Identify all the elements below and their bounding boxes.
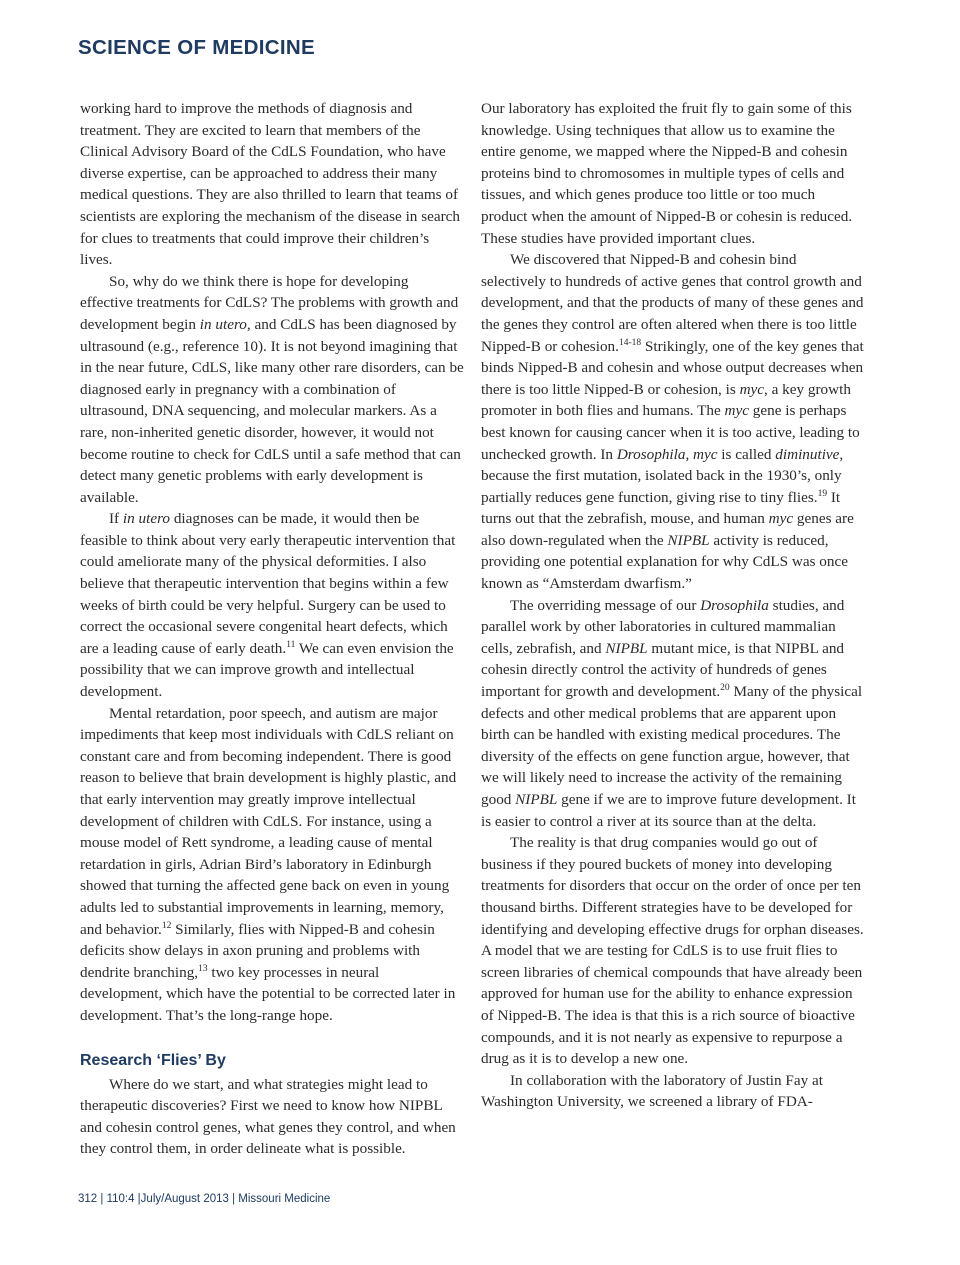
citation-ref: 11 xyxy=(286,639,296,650)
citation-ref: 13 xyxy=(198,963,208,974)
left-column xyxy=(80,98,464,1160)
paragraph: Our laboratory has exploited the fruit fly to gain some of this knowledge. Using techniques that allow us to examine the entire genome, we mapped where the Nipped-B and cohesin proteins bind to chromosomes in multiple types of cells and tissues, and which genes produce too little or too much product when the amount of Nipped-B or cohesin is reduced. These studies have provided important clues. xyxy=(481,100,853,247)
paragraph: The overriding message of our Drosophila studies, and parallel work by other laboratories in cultured mammalian cells, zebrafish, and NIPBL mutant mice, is that NIPBL and cohesin directly control the activity of hundreds of genes important for growth and development.$^{20}$ Many of the physical defects and other medical problems that are apparent upon birth can be handled with existing medical procedures. The diversity of the effects on gene function argue, however, that we will likely need to increase the activity of the remaining good NIPBL gene if we are to improve future development. It is easier to control a river at its source than at the delta. xyxy=(481,596,863,830)
right-column xyxy=(481,98,865,1113)
citation-ref: 12 xyxy=(161,920,172,931)
citation-ref: 14-18 xyxy=(618,337,642,348)
section-heading: Research ‘Flies’ By xyxy=(80,1051,226,1069)
paragraph: So, why do we think there is hope for developing effective treatments for CdLS? The problems with growth and development begin in utero, and CdLS has been diagnosed by ultrasound (e.g., reference 10). It is not beyond imagining that in the near future, CdLS, like many other rare disorders, can be diagnosed early in pregnancy with a combination of ultrasound, DNA sequencing, and molecular markers. As a rare, non-inherited genetic disorder, however, it would not become routine to check for CdLS until a safe method that can detect many genetic problems with early development is available. xyxy=(80,272,464,506)
paragraph: The reality is that drug companies would go out of business if they poured buckets of money into developing treatments for disorders that occur on the order of once per ten thousand births. Different strategies have to be developed for identifying and developing effective drugs for orphan diseases. A model that we are testing for CdLS is to use fruit flies to screen libraries of chemical compounds that have already been approved for human use for the ability to enhance expression of Nipped-B. The idea is that this is a rich source of bioactive compounds, and it is not nearly as expensive to repurpose a drug as it is to develop a new one. xyxy=(481,834,864,1068)
paragraph: In collaboration with the laboratory of Justin Fay at Washington University, we screened a library of FDA- xyxy=(481,1071,823,1111)
paragraph: We discovered that Nipped-B and cohesin bind selectively to hundreds of active genes that control growth and development, and that the products of many of these genes and the genes they control are often altered when there is too little Nipped-B or cohesion.$^{14-18}$ Strikingly, one of the key genes that binds Nipped-B and cohesin and whose output decreases when there is too little Nipped-B or cohesion, is myc, a key growth promoter in both flies and humans. The myc gene is perhaps best known for causing cancer when it is too active, leading to unchecked growth. In Drosophila, myc is called diminutive, because the first mutation, isolated back in the 1930’s, only partially reduces gene function, giving rise to tiny flies.$^{19}$ It turns out that the zebrafish, mouse, and human myc genes are also down-regulated when the NIPBL activity is reduced, providing one potential explanation for why CdLS was once known as “Amsterdam dwarfism.” xyxy=(481,251,864,593)
citation-ref: 19 xyxy=(817,488,828,499)
paragraph: Mental retardation, poor speech, and autism are major impediments that keep most individuals with CdLS reliant on constant care and from becoming independent. There is good reason to believe that brain development is highly plastic, and that early intervention may greatly improve intellectual development of children with CdLS. For instance, using a mouse model of Rett syndrome, a leading cause of mental retardation in girls, Adrian Bird’s laboratory in Edinburgh showed that turning the affected gene back on even in young adults led to substantial improvements in learning, memory, and behavior.$^{12}$ Similarly, flies with Nipped-B and cohesin deficits show delays in axon pruning and problems with dendrite branching,$^{13}$ two key processes in neural development, which have the potential to be corrected later in development. That’s the long-range hope. xyxy=(80,704,457,1024)
paragraph: Where do we start, and what strategies might lead to therapeutic discoveries? First we need to know how NIPBL and cohesin control genes, what genes they control, and when they control them, in order delineate what is possible. xyxy=(80,1075,456,1158)
paragraph: If in utero diagnoses can be made, it would then be feasible to think about very early therapeutic intervention that could ameliorate many of the physical deformities. I also believe that therapeutic intervention that begins within a few weeks of birth could be very helpful. Surgery can be used to correct the occasional severe congenital heart defects, which are a leading cause of early death.$^{11}$ We can even envision the possibility that we can improve growth and intellectual development. xyxy=(80,510,456,701)
paragraph: working hard to improve the methods of diagnosis and treatment. They are excited to learn that members of the Clinical Advisory Board of the CdLS Foundation, who have diverse expertise, can be approached to address their many medical questions. They are also thrilled to learn that teams of scientists are exploring the mechanism of the disease in search for clues to treatments that could improve their children’s lives. xyxy=(80,100,460,269)
section-title: SCIENCE OF MEDICINE xyxy=(78,36,315,59)
citation-ref: 20 xyxy=(720,683,730,694)
page-footer: 312 | 110:4 |July/August 2013 | Missouri Medicine xyxy=(78,1193,331,1205)
